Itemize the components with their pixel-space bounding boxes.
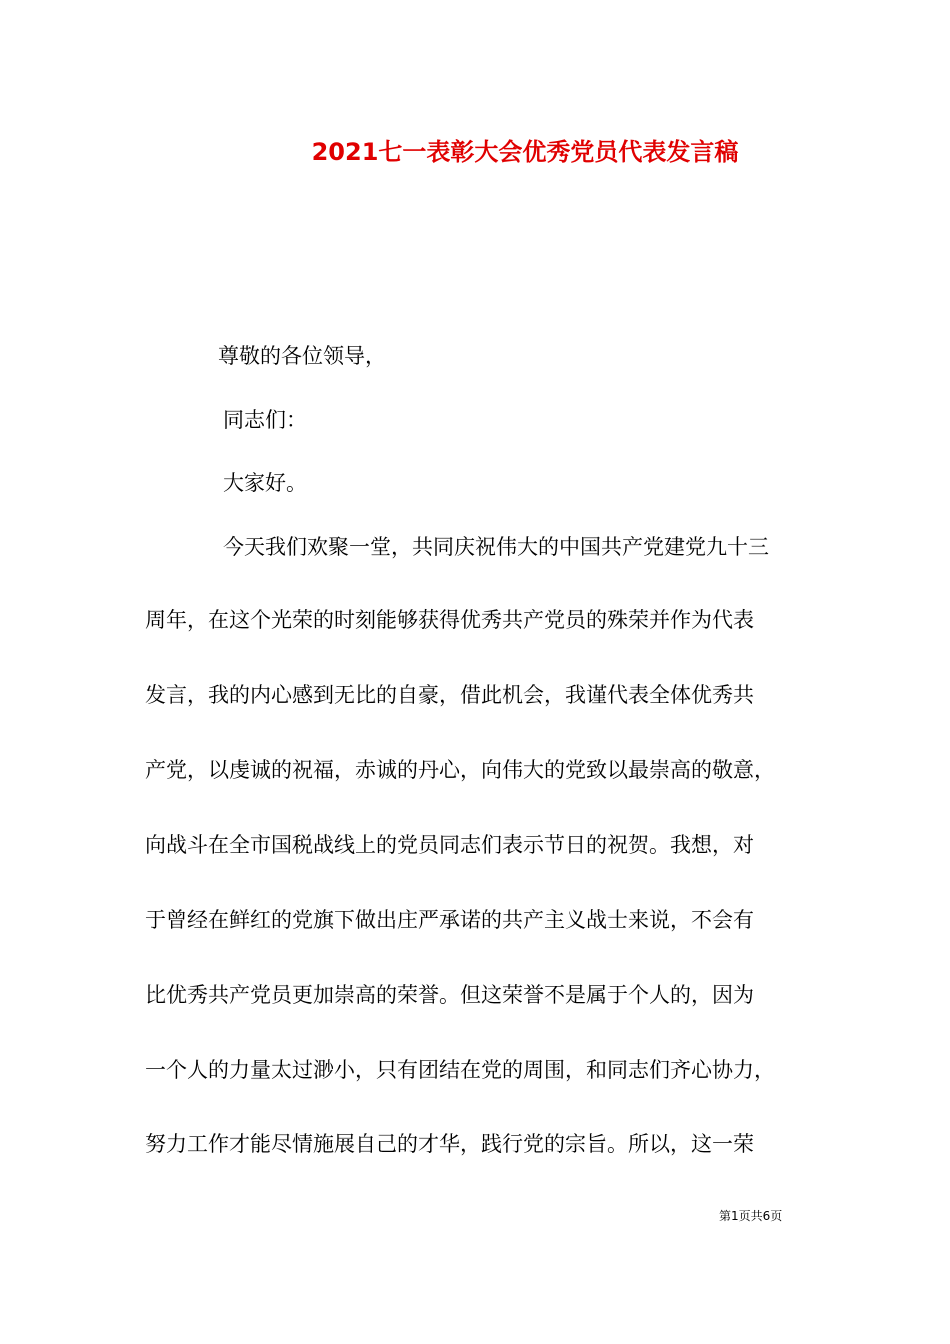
- body-text-line: 产党，以虔诚的祝福，赤诚的丹心，向伟大的党致以最崇高的敬意，: [145, 758, 775, 782]
- body-text-line: 比优秀共产党员更加崇高的荣誉。但这荣誉不是属于个人的，因为: [145, 983, 754, 1007]
- body-text-line: 发言，我的内心感到无比的自豪，借此机会，我谨代表全体优秀共: [145, 683, 754, 707]
- greeting-line: 大家好。: [223, 471, 307, 495]
- body-text-line: 周年，在这个光荣的时刻能够获得优秀共产党员的殊荣并作为代表: [145, 608, 754, 632]
- page-number-footer: 第1页共6页: [719, 1209, 783, 1223]
- body-text-line: 一个人的力量太过渺小，只有团结在党的周围，和同志们齐心协力，: [145, 1058, 775, 1082]
- body-text-line: 努力工作才能尽情施展自己的才华，践行党的宗旨。所以，这一荣: [145, 1132, 754, 1156]
- body-text-line: 向战斗在全市国税战线上的党员同志们表示节日的祝贺。我想，对: [145, 833, 754, 857]
- body-text-line: 今天我们欢聚一堂，共同庆祝伟大的中国共产党建党九十三: [223, 535, 769, 559]
- salutation-line: 同志们：: [223, 408, 307, 432]
- document-title: 2021七一表彰大会优秀党员代表发言稿: [311, 138, 739, 166]
- body-text-line: 于曾经在鲜红的党旗下做出庄严承诺的共产主义战士来说，不会有: [145, 908, 754, 932]
- salutation-line: 尊敬的各位领导，: [218, 344, 386, 368]
